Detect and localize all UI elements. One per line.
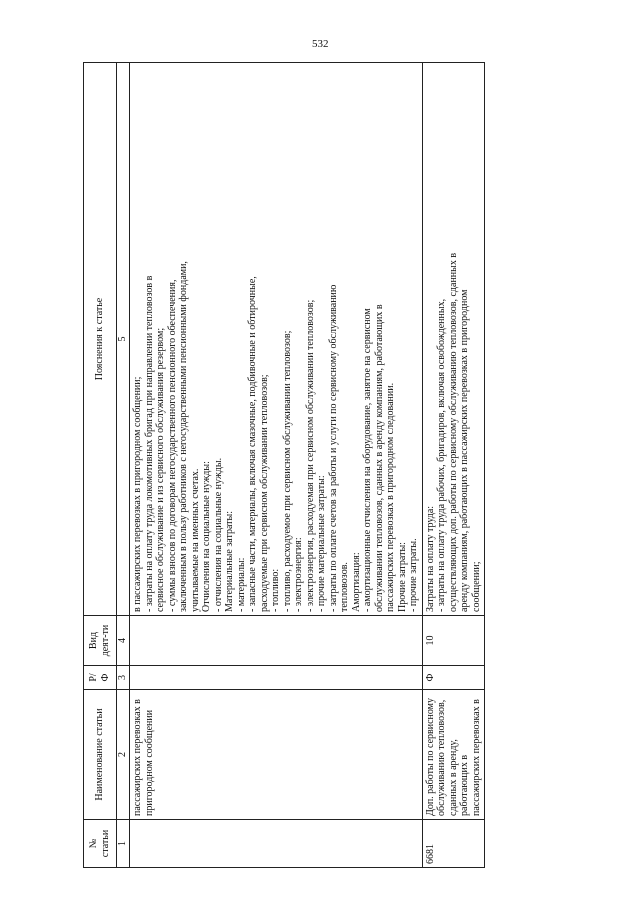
- explanation-line: расходуемые при сервисном обслуживании тепловозов;: [258, 374, 270, 612]
- plan-fact-cell: Ф: [422, 666, 485, 690]
- explanation-line: Амортизация:: [350, 552, 362, 612]
- item-number-cell: 6681: [422, 820, 485, 868]
- header-explanation: Пояснения к статье: [84, 63, 117, 616]
- item-name-cell: Доп. работы по сервисному обслуживанию тепловозов, сданных в аренду, работающих в пассажирских перевозках в: [422, 690, 485, 820]
- header-activity-type: [84, 616, 117, 666]
- explanation-line: - суммы взносов по договорам негосударственного пенсионного обеспечения,: [166, 279, 178, 612]
- explanation-cell: [422, 63, 485, 616]
- expense-items-table: [83, 62, 485, 868]
- explanation-line: - электроэнергия:: [293, 537, 304, 612]
- column-number: 5: [117, 63, 130, 616]
- explanation-line: - прочие затраты.: [408, 538, 419, 612]
- header-plan-fact-line2: Ф: [100, 673, 111, 682]
- column-number: 4: [117, 616, 130, 666]
- explanation-line: - электроэнергия, расходуемая при сервисном обслуживании тепловозов;: [304, 299, 316, 612]
- explanation-line: - затраты по оплате счетов за работы и услуги по сервисному обслуживанию: [327, 284, 339, 612]
- explanation-line: тепловозов.: [339, 562, 350, 612]
- explanation-line: - амортизационные отчисления на оборудование, занятое на сервисном: [362, 308, 373, 612]
- explanation-line: - запасные части, материалы, включая смазочные, подбивочные и обтирочные,: [247, 276, 258, 612]
- explanation-line: учитываемые на именных счетах.: [189, 468, 201, 612]
- table-row: [422, 63, 485, 868]
- header-item-number: [84, 820, 117, 868]
- header-plan-fact-line1: Р/: [88, 673, 99, 682]
- column-number: 3: [117, 666, 130, 690]
- explanation-line: Отчисления на социальные нужды:: [201, 461, 212, 612]
- explanation-lines: [425, 66, 483, 612]
- plan-fact-cell: [130, 666, 423, 690]
- explanation-line: заключенным в пользу работников с негосударственными пенсионными фондами,: [178, 261, 189, 612]
- header-row: [84, 63, 117, 868]
- explanation-line: - отчисления на социальные нужды.: [212, 457, 224, 612]
- header-plan-fact: [84, 666, 117, 690]
- header-item-number-line2: статьи: [100, 829, 111, 858]
- explanation-line: Материальные затраты:: [224, 511, 235, 612]
- explanation-line: - топливо:: [270, 568, 281, 612]
- column-number: 1: [117, 820, 130, 868]
- column-number: 2: [117, 690, 130, 820]
- explanation-line: обслуживании тепловозов, сданных в аренду компаниям, работающих в: [373, 304, 385, 612]
- explanation-line: осуществляющих доп. работы по сервисному обслуживанию тепловозов, сданных в: [447, 252, 459, 612]
- page-number: 532: [312, 38, 329, 50]
- header-item-name: Наименование статьи: [84, 690, 117, 820]
- item-name-cell: пассажирских перевозках в пригородном сообщении: [130, 690, 423, 820]
- explanation-line: - прочие материальные затраты:: [316, 475, 327, 612]
- explanation-line: Прочие затраты:: [396, 542, 408, 612]
- header-activity-type-line1: Вид: [88, 631, 99, 650]
- column-number-row: [117, 63, 130, 868]
- explanation-line: - затраты на оплату труда рабочих, бригадиров, включая освобожденных,: [436, 298, 447, 612]
- explanation-cell: [130, 63, 423, 616]
- explanation-line: сервисное обслуживание и из сервисного обслуживания резервом;: [155, 327, 166, 612]
- item-number-cell: [130, 820, 423, 868]
- rotated-table-container: [83, 63, 553, 868]
- table-row: [130, 63, 423, 868]
- activity-type-cell: 10: [422, 616, 485, 666]
- header-item-number-line1: №: [88, 838, 99, 849]
- explanation-line: пассажирских перевозках в пригородном следовании.: [385, 382, 396, 612]
- explanation-line: - затраты на оплату труда локомотивных бригад при направлении тепловозов в: [143, 275, 155, 612]
- explanation-line: - материалы:: [235, 557, 247, 612]
- explanation-lines: [132, 66, 420, 612]
- explanation-line: Затраты на оплату труда:: [424, 505, 436, 612]
- activity-type-cell: [130, 616, 423, 666]
- header-activity-type-line2: деят-ти: [100, 624, 111, 657]
- explanation-line: сообщении;: [470, 561, 482, 612]
- explanation-line: - топливо, расходуемое при сервисном обслуживании тепловозов;: [281, 330, 293, 612]
- explanation-line: в пассажирских перевозках в пригородном сообщении;: [132, 376, 143, 612]
- explanation-line: аренду компаниям, работающих в пассажирских перевозках в пригородном: [459, 289, 470, 612]
